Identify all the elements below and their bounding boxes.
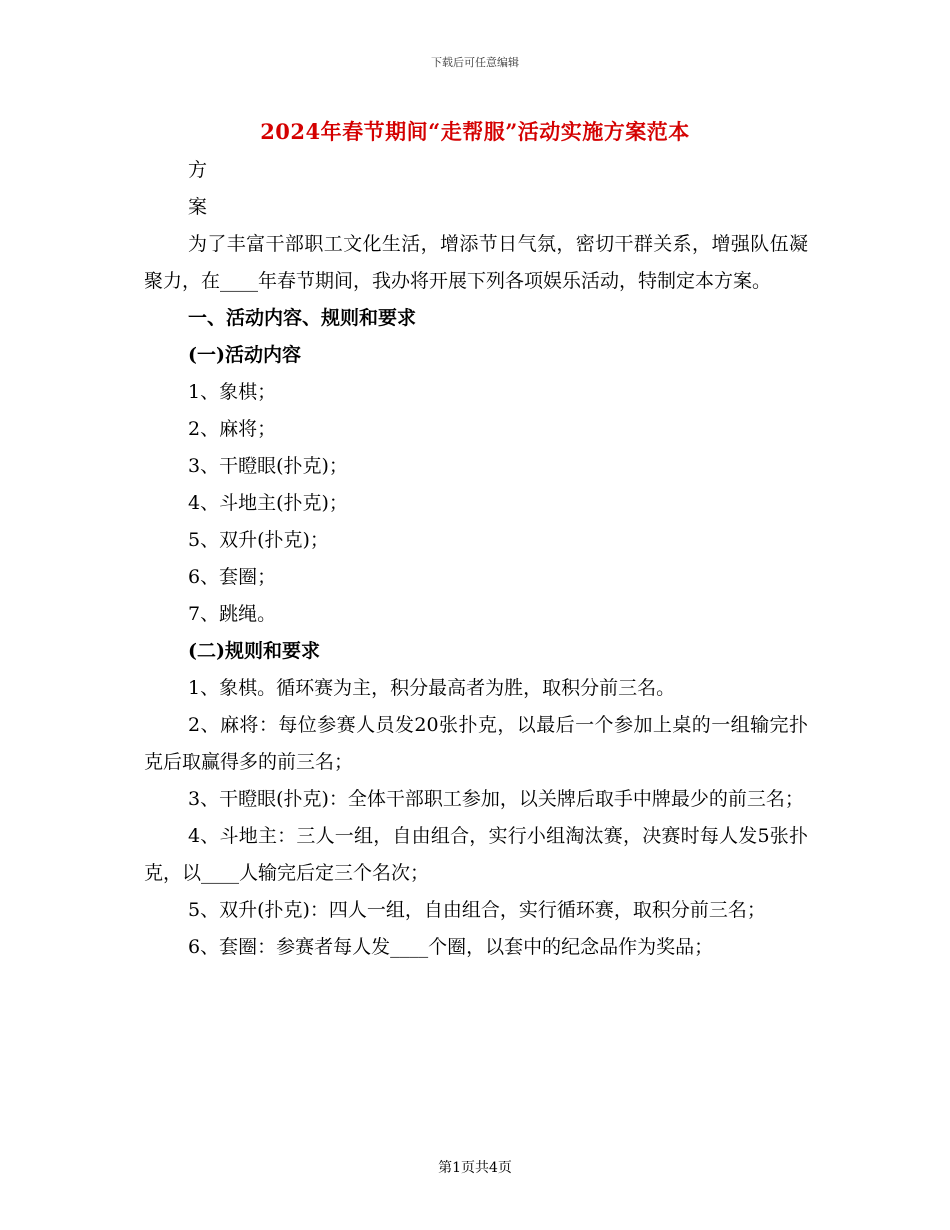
page-footer: 第1页共4页 [438, 1160, 512, 1176]
rule-paragraph: 2、麻将：每位参赛人员发20张扑克，以最后一个参加上桌的一组输完扑克后取赢得多的前三名； [144, 714, 808, 773]
section-heading: 一、活动内容、规则和要求 [188, 307, 417, 329]
document-body [144, 152, 808, 966]
rule-paragraph: 1、象棋。循环赛为主，积分最高者为胜，取积分前三名。 [188, 677, 676, 699]
list-item: 1、象棋； [188, 381, 277, 403]
list-item: 5、双升(扑克)； [188, 529, 329, 551]
rule-paragraph: 5、双升(扑克)：四人一组，自由组合，实行循环赛，取积分前三名； [188, 899, 766, 921]
subsection-heading: (二)规则和要求 [188, 640, 320, 662]
subsection-heading: (一)活动内容 [188, 344, 301, 366]
list-item: 7、跳绳。 [188, 603, 277, 625]
page-header: 下载后可任意编辑 [431, 56, 519, 69]
rule-paragraph: 3、干瞪眼(扑克)：全体干部职工参加，以关牌后取手中牌最少的前三名； [188, 788, 804, 810]
list-item: 6、套圈； [188, 566, 277, 588]
body-paragraph: 案 [188, 196, 208, 218]
body-paragraph: 方 [188, 159, 208, 181]
intro-paragraph: 为了丰富干部职工文化生活，增添节日气氛，密切干群关系，增强队伍凝聚力，在____年春节期间，我办将开展下列各项娱乐活动，特制定本方案。 [144, 233, 808, 292]
document-title: 2024年春节期间“走帮服”活动实施方案范本 [260, 119, 690, 144]
list-item: 2、麻将； [188, 418, 277, 440]
list-item: 4、斗地主(扑克)； [188, 492, 348, 514]
list-item: 3、干瞪眼(扑克)； [188, 455, 348, 477]
rule-paragraph: 4、斗地主：三人一组，自由组合，实行小组淘汰赛，决赛时每人发5张扑克，以____人输完后定三个名次； [144, 825, 808, 884]
rule-paragraph: 6、套圈：参赛者每人发____个圈，以套中的纪念品作为奖品； [188, 936, 714, 958]
